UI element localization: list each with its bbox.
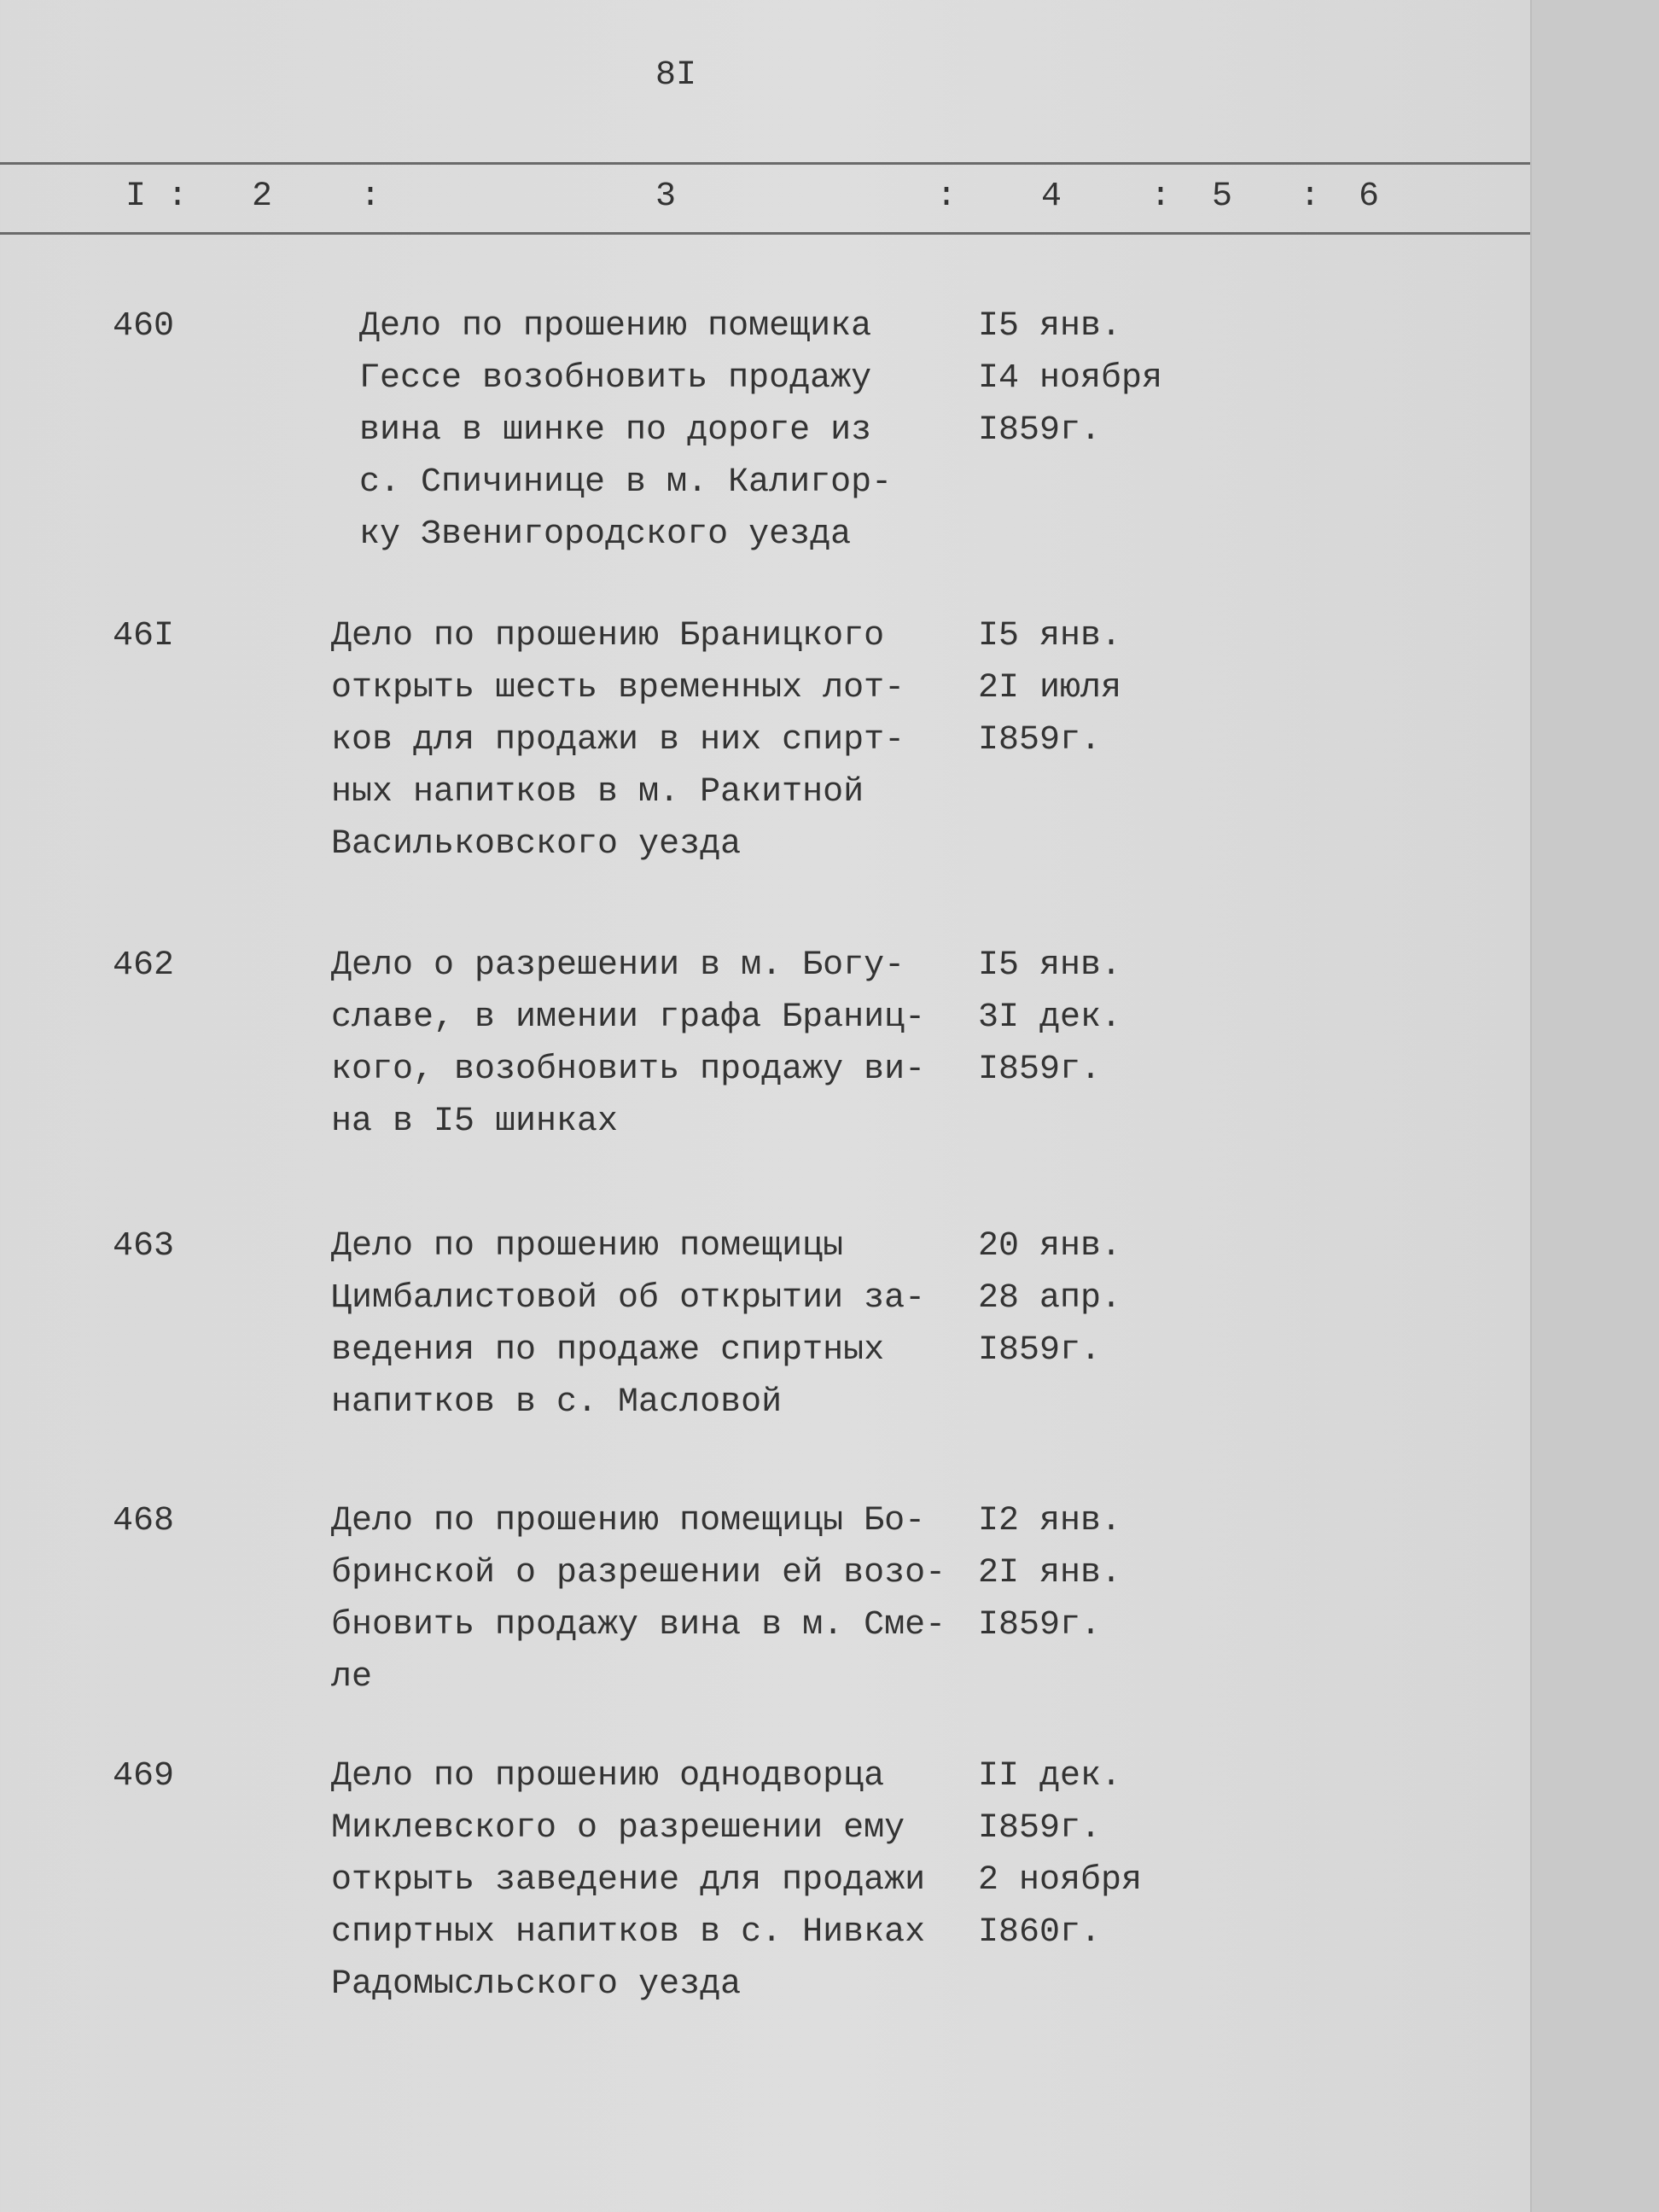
entry-number: 46I bbox=[113, 617, 175, 655]
description-line: открыть заведение для продажи bbox=[331, 1861, 926, 1900]
description-line: ле bbox=[331, 1658, 373, 1697]
column-2-label: 2 bbox=[252, 178, 273, 216]
entry-dates bbox=[978, 1495, 1121, 1651]
date-line: I4 ноября bbox=[978, 359, 1163, 398]
description-line: Гессе возобновить продажу bbox=[359, 359, 872, 398]
column-5-label: 5 bbox=[1212, 178, 1233, 216]
description-line: на в I5 шинках bbox=[331, 1103, 619, 1141]
column-1-label: I bbox=[125, 178, 147, 216]
description-line: Миклевского о разрешении ему bbox=[331, 1809, 905, 1848]
description-line: Дело по прошению помещицы Бо- bbox=[331, 1502, 926, 1540]
entry-description bbox=[331, 610, 905, 870]
description-line: Дело по прошению Браницкого bbox=[331, 617, 885, 655]
column-separator: : bbox=[1150, 178, 1172, 216]
entry-number: 468 bbox=[113, 1502, 175, 1540]
column-separator: : bbox=[1300, 178, 1321, 216]
date-line: I5 янв. bbox=[978, 307, 1122, 346]
column-4-label: 4 bbox=[1041, 178, 1062, 216]
page-edge bbox=[1530, 0, 1659, 2212]
date-line: I2 янв. bbox=[978, 1502, 1122, 1540]
date-line: 28 апр. bbox=[978, 1279, 1122, 1318]
description-line: открыть шесть временных лот- bbox=[331, 669, 905, 707]
column-separator: : bbox=[360, 178, 381, 216]
entry-number: 462 bbox=[113, 946, 175, 985]
description-line: Радомысльского уезда bbox=[331, 1965, 742, 2004]
description-line: славе, в имении графа Браниц- bbox=[331, 998, 926, 1037]
entry-description bbox=[331, 940, 925, 1148]
description-line: спиртных напитков в с. Нивках bbox=[331, 1913, 926, 1952]
description-line: Дело о разрешении в м. Богу- bbox=[331, 946, 905, 985]
description-line: с. Спичинице в м. Калигор- bbox=[359, 463, 893, 502]
description-line: Цимбалистовой об открытии за- bbox=[331, 1279, 926, 1318]
entry-dates bbox=[978, 940, 1121, 1096]
description-line: бринской о разрешении ей возо- bbox=[331, 1554, 946, 1592]
date-line: I5 янв. bbox=[978, 617, 1122, 655]
entry-number: 460 bbox=[113, 307, 175, 346]
entry-description bbox=[331, 1220, 925, 1429]
date-line: I859г. bbox=[978, 1331, 1102, 1370]
header-bottom-rule bbox=[0, 232, 1530, 235]
entry-dates bbox=[978, 300, 1162, 457]
description-line: ку Звенигородского уезда bbox=[359, 515, 852, 554]
entry-dates bbox=[978, 1220, 1121, 1377]
description-line: кого, возобновить продажу ви- bbox=[331, 1051, 926, 1089]
date-line: I5 янв. bbox=[978, 946, 1122, 985]
date-line: 2I янв. bbox=[978, 1554, 1122, 1592]
entry-description bbox=[359, 300, 892, 561]
entry-dates bbox=[978, 1750, 1142, 1959]
description-line: Дело по прошению однодворца bbox=[331, 1757, 885, 1796]
entry-number: 469 bbox=[113, 1757, 175, 1796]
column-6-label: 6 bbox=[1359, 178, 1380, 216]
entry-description bbox=[331, 1750, 925, 2011]
description-line: Дело по прошению помещика bbox=[359, 307, 872, 346]
column-3-label: 3 bbox=[655, 178, 677, 216]
description-line: ных напитков в м. Ракитной bbox=[331, 773, 864, 812]
entry-description bbox=[331, 1495, 946, 1703]
header-top-rule bbox=[0, 162, 1530, 165]
date-line: I859г. bbox=[978, 721, 1102, 760]
column-separator: : bbox=[936, 178, 958, 216]
date-line: 2 ноября bbox=[978, 1861, 1143, 1900]
description-line: Васильковского уезда bbox=[331, 825, 742, 864]
date-line: I859г. bbox=[978, 1606, 1102, 1644]
date-line: I860г. bbox=[978, 1913, 1102, 1952]
description-line: вина в шинке по дороге из bbox=[359, 411, 872, 450]
date-line: I859г. bbox=[978, 1051, 1102, 1089]
date-line: 2I июля bbox=[978, 669, 1122, 707]
description-line: Дело по прошению помещицы bbox=[331, 1227, 844, 1266]
description-line: ков для продажи в них спирт- bbox=[331, 721, 905, 760]
description-line: напитков в с. Масловой bbox=[331, 1383, 783, 1422]
entry-dates bbox=[978, 610, 1121, 766]
entry-number: 463 bbox=[113, 1227, 175, 1266]
date-line: II дек. bbox=[978, 1757, 1122, 1796]
date-line: 3I дек. bbox=[978, 998, 1122, 1037]
date-line: 20 янв. bbox=[978, 1227, 1122, 1266]
date-line: I859г. bbox=[978, 1809, 1102, 1848]
page-number: 8I bbox=[655, 56, 697, 95]
date-line: I859г. bbox=[978, 411, 1102, 450]
column-separator: : bbox=[167, 178, 189, 216]
description-line: ведения по продаже спиртных bbox=[331, 1331, 885, 1370]
description-line: бновить продажу вина в м. Сме- bbox=[331, 1606, 946, 1644]
